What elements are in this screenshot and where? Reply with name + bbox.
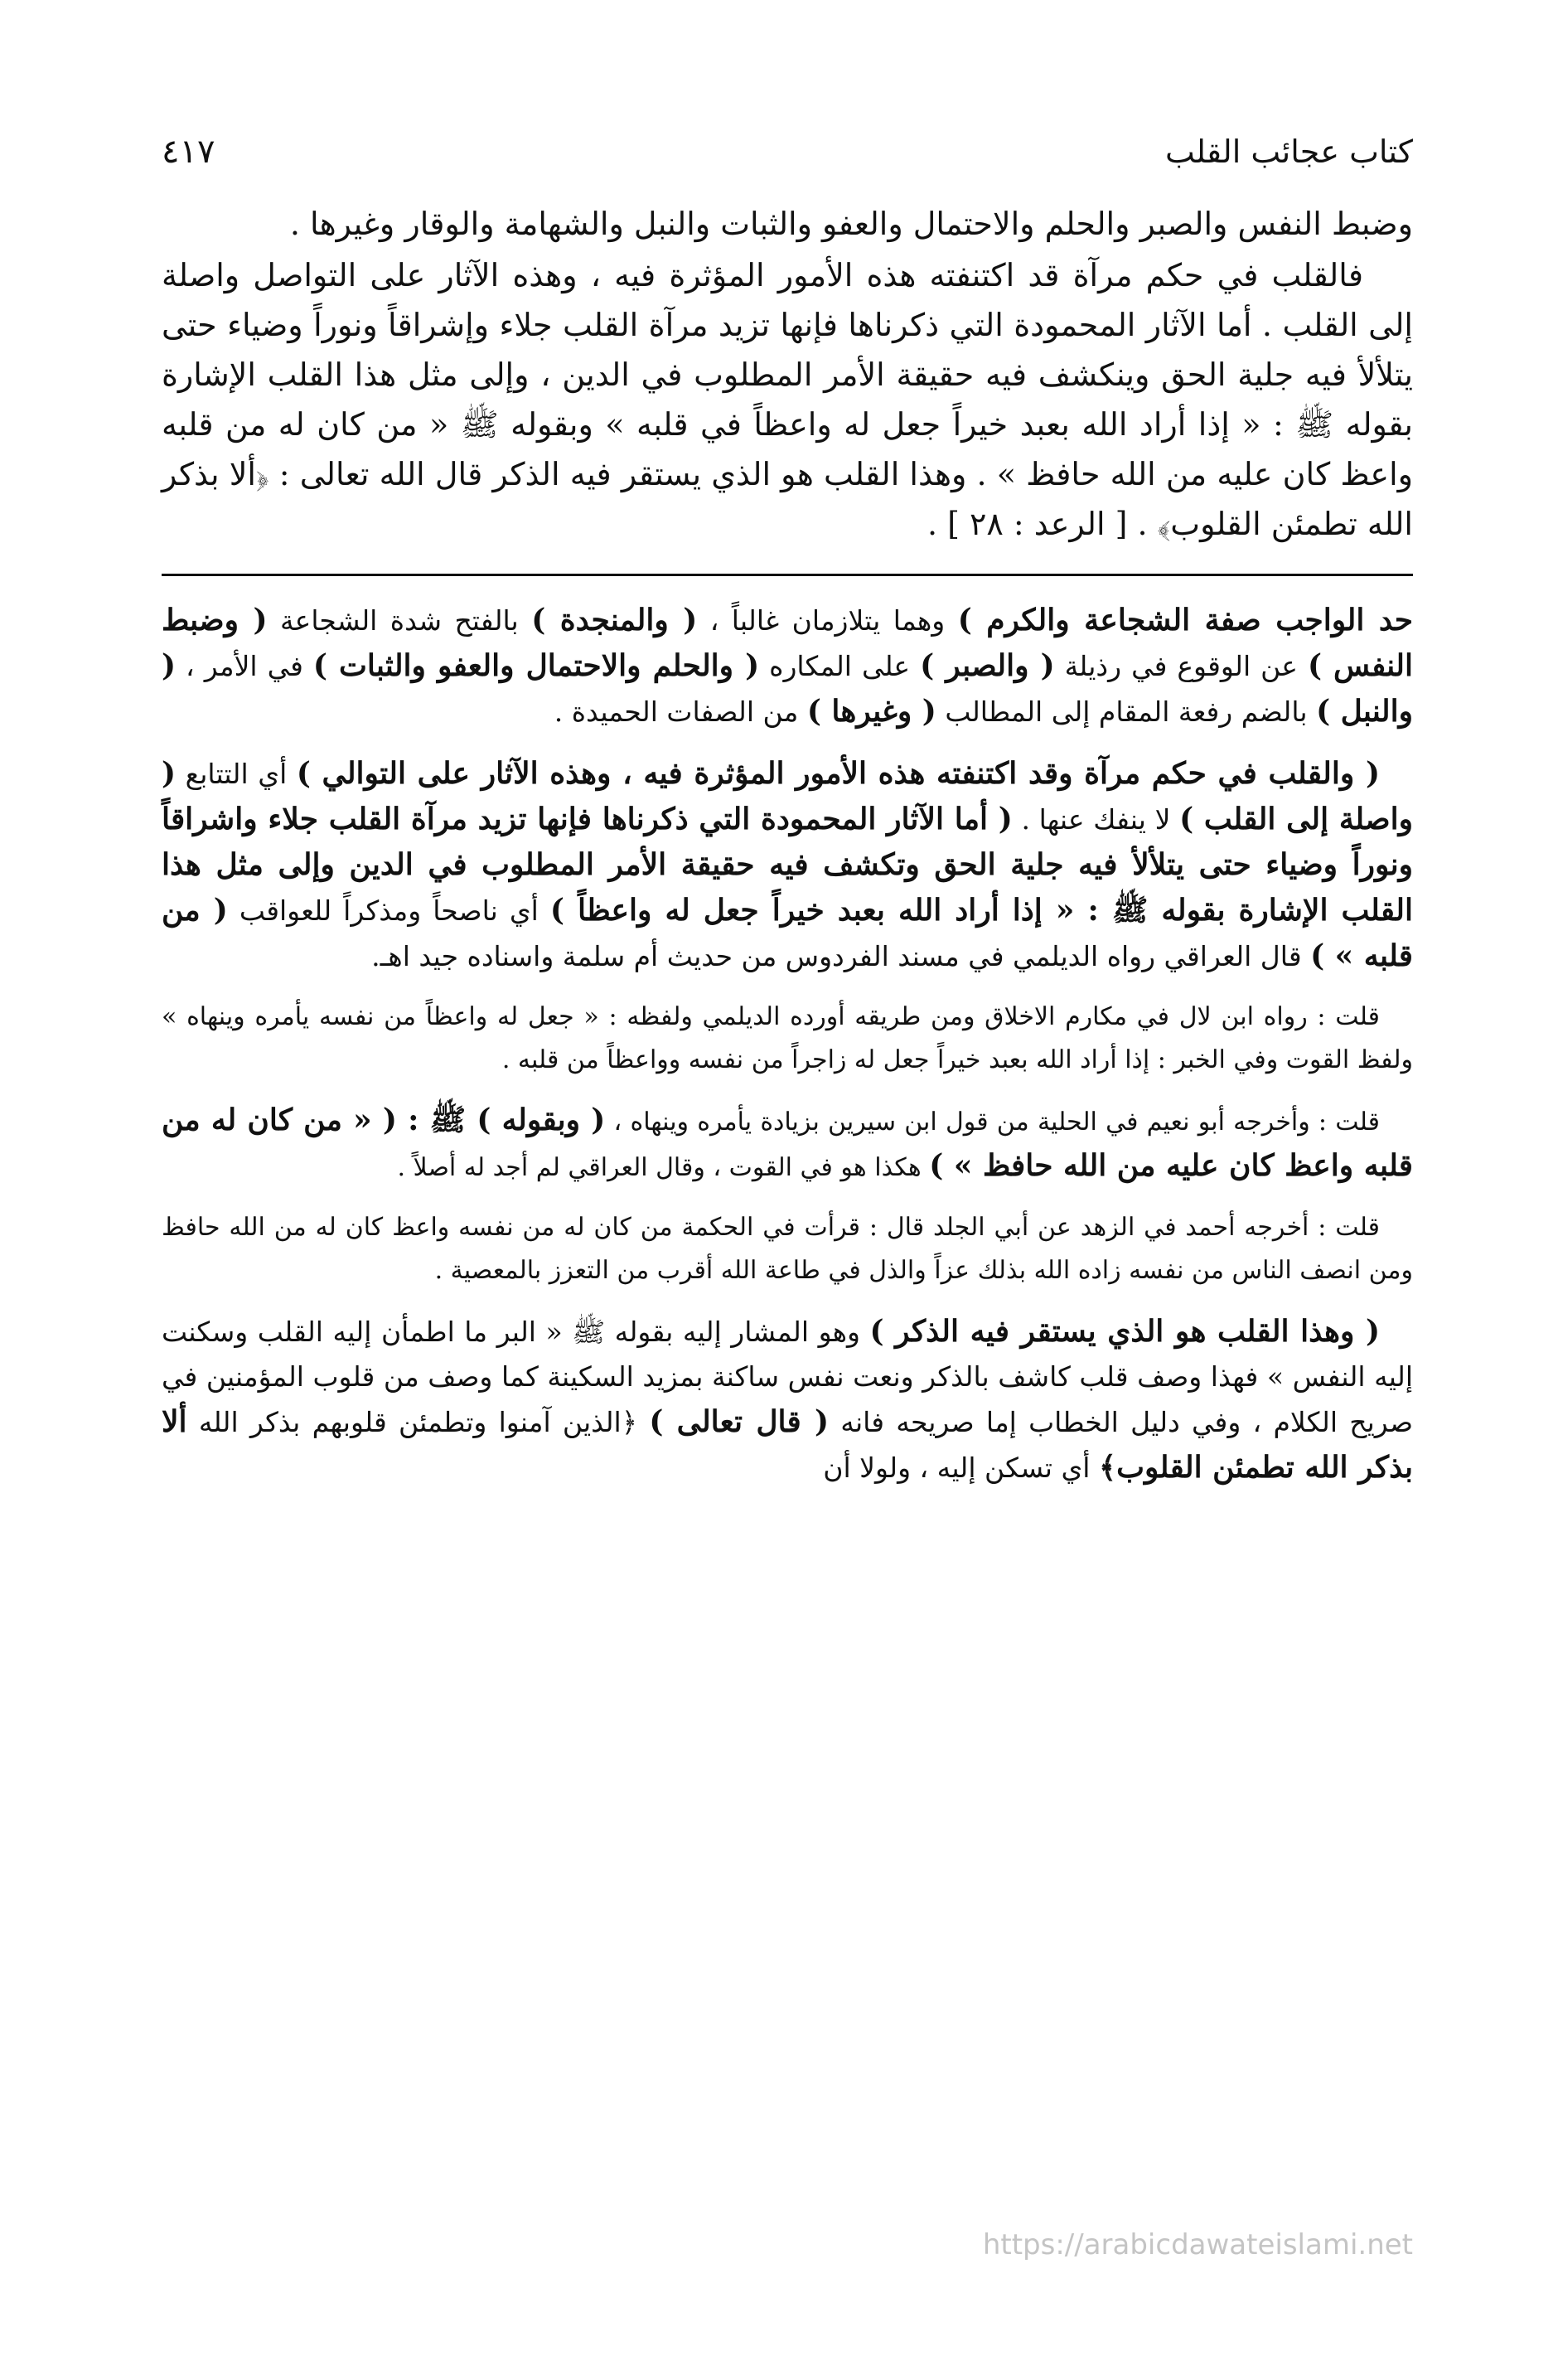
quoted-text: ألا بذكر الله تطمئن القلوب﴾ [162,1404,1413,1485]
quoted-text: ( قال تعالى ) [649,1404,830,1439]
commentary-paragraph-1 [162,598,1413,734]
explanation-text: بالضم رفعة المقام إلى المطالب [936,696,1317,728]
text-divider [162,574,1413,576]
explanation-text: لا ينفك عنها . [1012,803,1180,836]
matn-paragraph-2: فالقلب في حكم مرآة قد اكتنفته هذه الأمور المؤثرة فيه ، وهذه الآثار على التواصل واصلة إلى القلب . أما الآثار المحمودة التي ذكرناها فإنها تزيد مرآة القلب جلاء وإشراقاً ونوراً وضياء حتى يتلألأ فيه جلية الحق وينكشف فيه حقيقة الأمر المطلوب في الدين ، وإلى مثل هذا القلب الإشارة بقوله ﷺ : « إذا أراد الله بعبد خيراً جعل له واعظاً في قلبه » وبقوله ﷺ « من كان له من قلبه واعظ كان عليه من الله حافظ » . وهذا القلب هو الذي يستقر فيه الذكر قال الله تعالى : ﴿ألا بذكر الله تطمئن القلوب﴾ . [ الرعد : ٢٨ ] . [162,257,1413,542]
quoted-text: ( والنبل ) [162,648,1413,729]
explanation-text: هكذا هو في القوت ، وقال العراقي لم أجد له أصلاً . [397,1153,930,1182]
quoted-text: ( والقلب في حكم مرآة وقد اكتنفته هذه الأمور المؤثرة فيه ، وهذه الآثار على التوالي ) [296,756,1380,791]
commentary [162,598,1413,1491]
page-number: ٤١٧ [162,133,215,171]
quoted-text: ( وهذا القلب هو الذي يستقر فيه الذكر ) [869,1314,1380,1349]
explanation-text: وهما يتلازمان غالباً ، [697,604,958,637]
quoted-text: ( والحلم والاحتمال والعفو والثبات ) [312,648,760,683]
explanation-text: أي ناصحاً ومذكراً للعواقب [227,894,550,927]
commentary-note-2: قلت : أخرجه أحمد في الزهد عن أبي الجلد قال : قرأت في الحكمة من كان له من نفسه واعظ كان له من الله حافظ ومن انصف الناس من نفسه زاده الله بذلك عزاً والذل في طاعة الله أقرب من التعزز بالمعصية . [162,1213,1413,1285]
watermark-url: https://arabicdawateislami.net [982,2228,1413,2261]
quoted-text: ( من قلبه » ) [162,893,1413,973]
quoted-text: ( وغيرها ) [806,694,936,729]
book-title: كتاب عجائب القلب [1165,133,1413,170]
quoted-text: ( وبقوله ) ﷺ : ( « من كان له من قلبه واعظ كان عليه من الله حافظ » ) [162,1103,1413,1183]
explanation-text: على المكاره [759,650,921,682]
commentary-note-1: قلت : رواه ابن لال في مكارم الاخلاق ومن طريقه أورده الديلمي ولفظه : « جعل له واعظاً من نفسه يأمره وينهاه » ولفظ القوت وفي الخبر : إذا أراد الله بعبد خيراً جعل له زاجراً من نفسه وواعظاً من قلبه . [162,1002,1413,1074]
book-page [162,133,1413,1507]
explanation-text: قال العراقي رواه الديلمي في مسند الفردوس من حديث أم سلمة واسناده جيد اهـ. [371,940,1311,972]
quoted-text: ( والمنجدة ) [531,603,698,637]
page-header [162,133,1413,199]
quoted-text: ( واصلة إلى القلب ) [162,756,1413,836]
commentary-paragraph-4 [162,1309,1413,1491]
quoted-text: ( أما الآثار المحمودة التي ذكرناها فإنها تزيد مرآة القلب جلاء واشراقاً ونوراً وضياء حتى يتلألأ فيه جلية الحق وتكشف فيه حقيقة الأمر المطلوب في الدين وإلى مثل هذا القلب الإشارة بقوله ﷺ : « إذا أراد الله بعبد خيراً جعل له واعظاً ) [162,802,1413,928]
commentary-paragraph-2 [162,751,1413,979]
matn-paragraph-1: وضبط النفس والصبر والحلم والاحتمال والعفو والثبات والنبل والشهامة والوقار وغيرها . [289,206,1413,242]
quoted-text: ( والصبر ) [920,648,1055,683]
explanation-text: بالفتح شدة الشجاعة [267,604,532,637]
explanation-text: ﴿الذين آمنوا وتطمئن قلوبهم بذكر الله [186,1406,650,1438]
explanation-text: أي تسكن إليه ، ولولا أن [823,1452,1099,1484]
explanation-text: وهو المشار إليه بقوله ﷺ « البر ما اطمأن إليه القلب وسكنت إليه النفس » فهذا وصف قلب كاشف بالذكر ونعت نفس ساكنة بمزيد السكينة كما وصف من قلوب المؤمنين في صريح الكلام ، وفي دليل الخطاب إما صريحه فانه [162,1316,1413,1438]
quoted-text: ( وضبط النفس ) [162,603,1413,683]
explanation-text: أي التتابع [176,758,297,790]
commentary-paragraph-3 [162,1098,1413,1190]
explanation-text: في الأمر ، [176,650,313,682]
explanation-text: قلت : وأخرجه أبو نعيم في الحلية من قول ابن سيرين بزيادة يأمره وينهاه ، [605,1108,1380,1137]
explanation-text: عن الوقوع في رذيلة [1054,650,1308,682]
main-text [162,199,1413,549]
quoted-text: حد الواجب صفة الشجاعة والكرم ) [957,603,1413,637]
explanation-text: من الصفات الحميدة . [554,696,807,728]
